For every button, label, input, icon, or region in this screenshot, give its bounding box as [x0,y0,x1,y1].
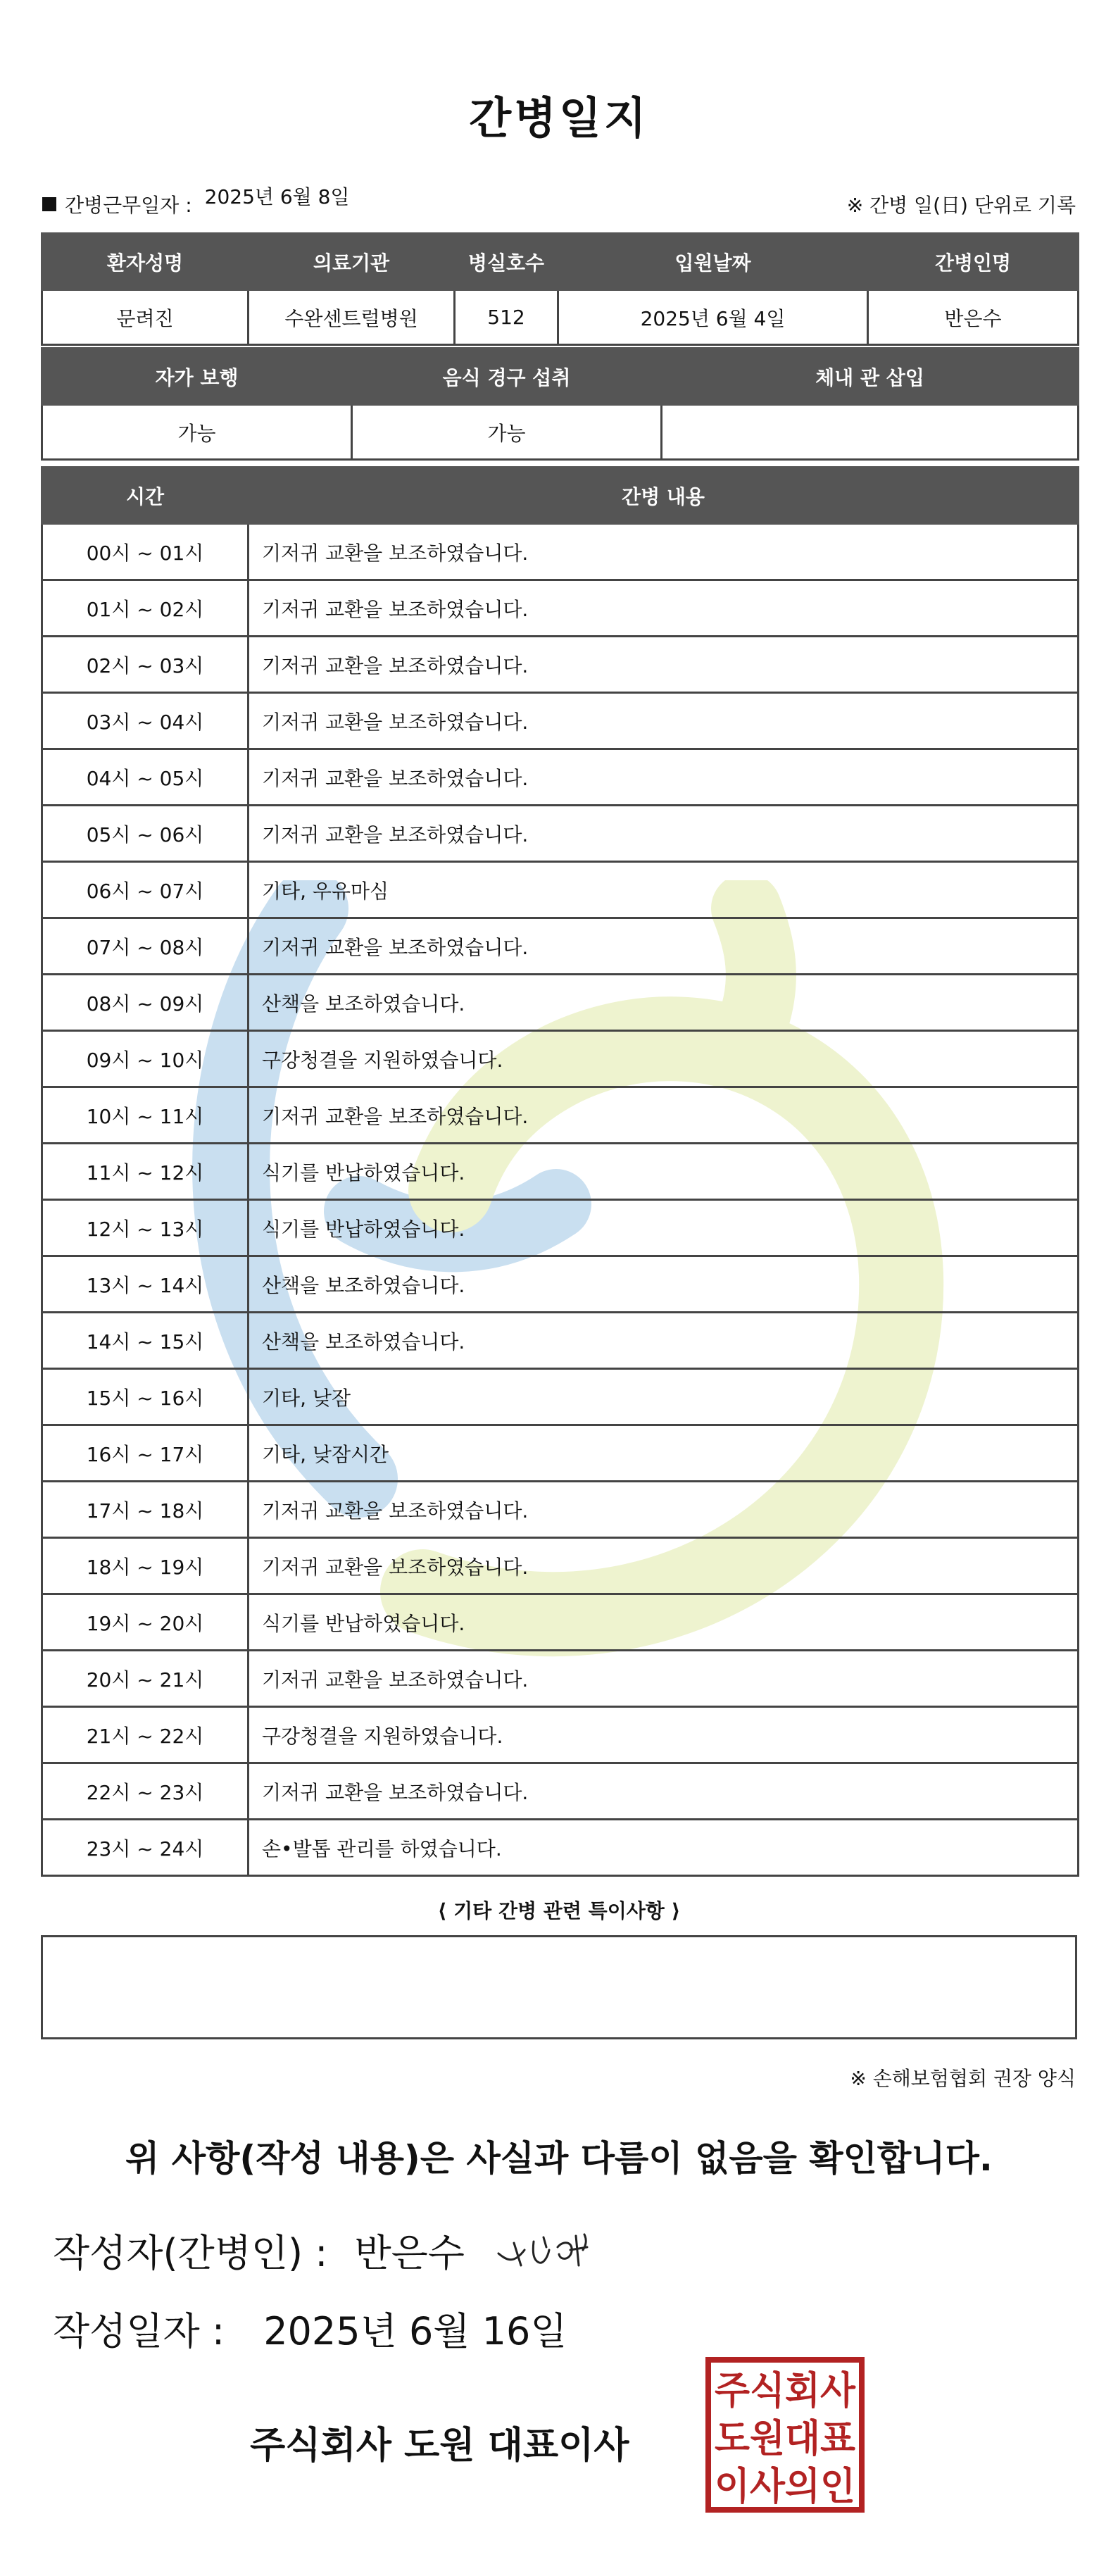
work-date-label: 간병근무일자 : [65,194,192,217]
care-log-row [42,1087,1079,1144]
oral-intake-value: 가능 [352,405,662,460]
care-log-content: 산책을 보조하였습니다. [249,1256,1079,1313]
care-log-content: 기저귀 교환을 보조하였습니다. [249,1087,1079,1144]
care-log-content: 구강청결을 지원하였습니다. [249,1707,1079,1763]
care-log-time: 08시 ~ 09시 [42,975,249,1031]
care-log-time: 00시 ~ 01시 [42,524,249,580]
care-log-time: 06시 ~ 07시 [42,862,249,918]
care-log-row [42,975,1079,1031]
care-log-row [42,1031,1079,1087]
care-log-time: 07시 ~ 08시 [42,918,249,975]
hospital-value: 수완센트럴병원 [249,290,455,345]
care-log-content: 기저귀 교환을 보조하였습니다. [249,918,1079,975]
care-log-time: 05시 ~ 06시 [42,806,249,862]
header-hospital: 의료기관 [249,234,455,290]
written-date-row [53,2301,567,2356]
care-log-content: 식기를 반납하였습니다. [249,1594,1079,1651]
writer-label: 작성자(간병인) : [53,2230,328,2275]
care-log-time: 03시 ~ 04시 [42,693,249,749]
writer-name: 반은수 [354,2230,465,2275]
care-log-content: 손•발톱 관리를 하였습니다. [249,1820,1079,1876]
work-date-row [42,185,350,218]
care-log-row [42,1369,1079,1425]
care-log-row [42,1820,1079,1876]
care-log-time: 16시 ~ 17시 [42,1425,249,1482]
care-log-row [42,1425,1079,1482]
care-log-row [42,1707,1079,1763]
care-log-row [42,580,1079,637]
care-log-content: 기저귀 교환을 보조하였습니다. [249,524,1079,580]
care-log-row [42,1313,1079,1369]
patient-name-value: 문려진 [42,290,249,345]
care-log-row [42,806,1079,862]
care-log-content: 기타, 낮잠 [249,1369,1079,1425]
care-log-row [42,1763,1079,1820]
company-representative: 주식회사 도원 대표이사 [250,2425,629,2467]
care-log-time: 15시 ~ 16시 [42,1369,249,1425]
care-log-time: 11시 ~ 12시 [42,1144,249,1200]
care-log-row [42,862,1079,918]
care-log-time: 01시 ~ 02시 [42,580,249,637]
header-patient-name: 환자성명 [42,234,249,290]
care-log-row [42,637,1079,693]
care-log-time: 09시 ~ 10시 [42,1031,249,1087]
care-log-content: 산책을 보조하였습니다. [249,975,1079,1031]
header-care-content: 간병 내용 [249,468,1079,524]
care-log-time: 17시 ~ 18시 [42,1482,249,1538]
writer-row [53,2222,620,2278]
care-log-time: 10시 ~ 11시 [42,1087,249,1144]
patient-info-table [41,232,1079,346]
care-log-content: 구강청결을 지원하였습니다. [249,1031,1079,1087]
recommend-note: ※ 손해보험협회 권장 양식 [850,2067,1076,2090]
care-log-row [42,749,1079,806]
header-tube-insertion: 체내 관 삽입 [662,349,1079,405]
company-seal-icon [704,2356,866,2514]
patient-info-value-row [42,290,1079,345]
caregiver-name-value: 반은수 [868,290,1079,345]
care-log-content: 식기를 반납하였습니다. [249,1200,1079,1256]
care-log-content: 기저귀 교환을 보조하였습니다. [249,806,1079,862]
care-log-content: 기저귀 교환을 보조하였습니다. [249,637,1079,693]
header-room: 병실호수 [455,234,558,290]
status-value-row [42,405,1079,460]
header-time: 시간 [42,468,249,524]
care-log-content: 기타, 우유마심 [249,862,1079,918]
care-log-time: 04시 ~ 05시 [42,749,249,806]
care-log-content: 식기를 반납하였습니다. [249,1144,1079,1200]
care-log-content: 기타, 낮잠시간 [249,1425,1079,1482]
care-log-row [42,693,1079,749]
square-bullet-icon [42,197,56,211]
care-log-time: 13시 ~ 14시 [42,1256,249,1313]
care-log-time: 18시 ~ 19시 [42,1538,249,1594]
header-oral-intake: 음식 경구 섭취 [352,349,662,405]
care-log-row [42,1538,1079,1594]
patient-status-table [41,347,1079,461]
care-log-time: 22시 ~ 23시 [42,1763,249,1820]
header-self-walking: 자가 보행 [42,349,352,405]
svg-text:주식회사: 주식회사 [715,2368,856,2413]
page-title: 간병일지 [469,92,649,144]
care-log-header-row [42,468,1079,524]
svg-text:도원대표: 도원대표 [715,2416,855,2461]
care-log-table [41,466,1079,1877]
remarks-box [41,1935,1077,2039]
self-walking-value: 가능 [42,405,352,460]
care-log-row [42,1482,1079,1538]
care-log-content: 기저귀 교환을 보조하였습니다. [249,749,1079,806]
care-log-content: 산책을 보조하였습니다. [249,1313,1079,1369]
care-log-row [42,1256,1079,1313]
confirmation-statement: 위 사항(작성 내용)은 사실과 다름이 없음을 확인합니다. [125,2138,993,2179]
care-log-content: 기저귀 교환을 보조하였습니다. [249,580,1079,637]
remarks-title: ⟨ 기타 간병 관련 특이사항 ⟩ [437,1899,681,1922]
care-log-row [42,1200,1079,1256]
care-log-time: 02시 ~ 03시 [42,637,249,693]
care-log-time: 20시 ~ 21시 [42,1651,249,1707]
care-log-content: 기저귀 교환을 보조하였습니다. [249,1763,1079,1820]
care-log-content: 기저귀 교환을 보조하였습니다. [249,1651,1079,1707]
record-unit-note: ※ 간병 일(日) 단위로 기록 [846,194,1076,217]
tube-insertion-value [662,405,1079,460]
care-log-content: 기저귀 교환을 보조하였습니다. [249,1482,1079,1538]
work-date-value: 2025년 6월 8일 [204,185,350,208]
header-admission-date: 입원날짜 [558,234,868,290]
header-caregiver-name: 간병인명 [868,234,1079,290]
signature-icon [493,2222,620,2278]
written-date-value: 2025년 6월 16일 [263,2309,567,2353]
written-date-label: 작성일자 : [53,2309,225,2353]
care-log-row [42,1651,1079,1707]
care-log-row [42,918,1079,975]
care-log-row [42,1594,1079,1651]
care-log-time: 19시 ~ 20시 [42,1594,249,1651]
care-log-row [42,1144,1079,1200]
care-log-time: 14시 ~ 15시 [42,1313,249,1369]
care-log-time: 21시 ~ 22시 [42,1707,249,1763]
room-value: 512 [455,290,558,345]
svg-text:이사의인: 이사의인 [715,2464,855,2508]
care-log-content: 기저귀 교환을 보조하였습니다. [249,1538,1079,1594]
care-log-content: 기저귀 교환을 보조하였습니다. [249,693,1079,749]
care-log-time: 23시 ~ 24시 [42,1820,249,1876]
care-log-row [42,524,1079,580]
patient-info-header-row [42,234,1079,290]
care-log-time: 12시 ~ 13시 [42,1200,249,1256]
status-header-row [42,349,1079,405]
admission-date-value: 2025년 6월 4일 [558,290,868,345]
